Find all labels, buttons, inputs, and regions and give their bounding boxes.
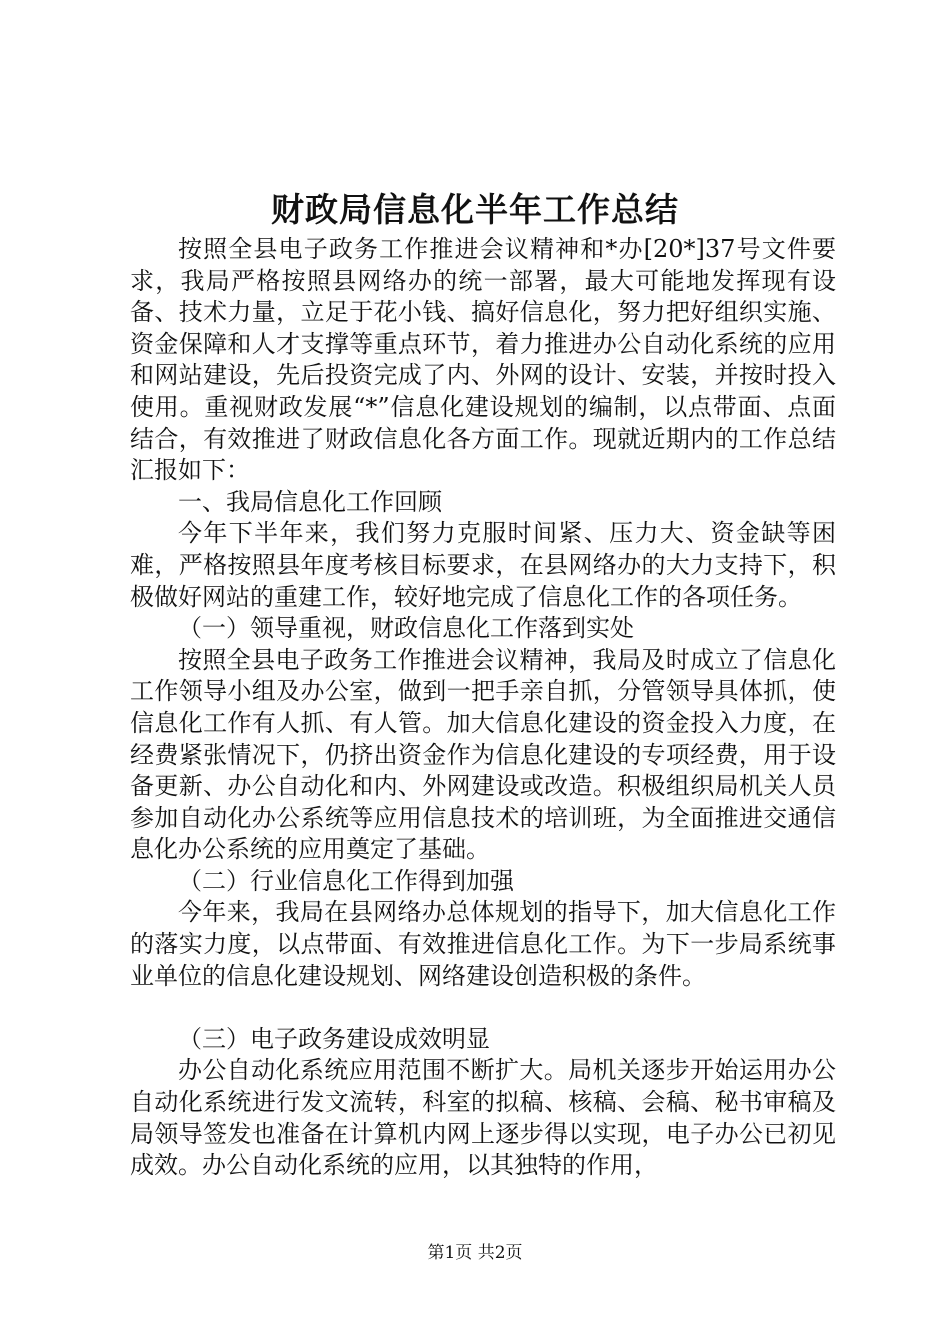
leadership-paragraph: 按照全县电子政务工作推进会议精神，我局及时成立了信息化工作领导小组及办公室，做到一把手亲自抓，分管领导具体抓，使信息化工作有人抓、有人管。加大信息化建设的资金投入力度，在经费紧张情况下，仍挤出资金作为信息化建设的专项经费，用于设备更新、办公自动化和内、外网建设或改造。积极组织局机关人员参加自动化办公系统等应用信息技术的培训班，为全面推进交通信息化办公系统的应用奠定了基础。 [130,645,836,864]
subsection-heading-leadership: （一）领导重视，财政信息化工作落到实处 [178,614,634,643]
section-heading-review: 一、我局信息化工作回顾 [178,487,442,516]
page-number-footer: 第1页 共2页 [427,1243,523,1263]
industry-paragraph: 今年来，我局在县网络办总体规划的指导下，加大信息化工作的落实力度，以点带面、有效推进信息化工作。为下一步局系统事业单位的信息化建设规划、网络建设创造积极的条件。 [130,898,836,990]
document-title: 财政局信息化半年工作总结 [271,190,679,229]
subsection-heading-egov: （三）电子政务建设成效明显 [178,1024,490,1053]
blank-line [130,992,836,1024]
review-paragraph: 今年下半年来，我们努力克服时间紧、压力大、资金缺等困难，严格按照县年度考核目标要求，在县网络办的大力支持下，积极做好网站的重建工作，较好地完成了信息化工作的各项任务。 [130,519,836,611]
intro-paragraph: 按照全县电子政务工作推进会议精神和*办[20*]37号文件要求，我局严格按照县网络办的统一部署，最大可能地发挥现有设备、技术力量，立足于花小钱、搞好信息化，努力把好组织实施、资金保障和人才支撑等重点环节，着力推进办公自动化系统的应用和网站建设，先后投资完成了内、外网的设计、安装，并按时投入使用。重视财政发展“*”信息化建设规划的编制，以点带面、点面结合，有效推进了财政信息化各方面工作。现就近期内的工作总结汇报如下： [130,235,836,485]
egov-paragraph: 办公自动化系统应用范围不断扩大。局机关逐步开始运用办公自动化系统进行发文流转，科室的拟稿、核稿、会稿、秘书审稿及局领导签发也准备在计算机内网上逐步得以实现，电子办公已初见成效。办公自动化系统的应用，以其独特的作用， [130,1056,836,1180]
subsection-heading-industry: （二）行业信息化工作得到加强 [178,866,514,895]
document-body [130,234,836,1182]
